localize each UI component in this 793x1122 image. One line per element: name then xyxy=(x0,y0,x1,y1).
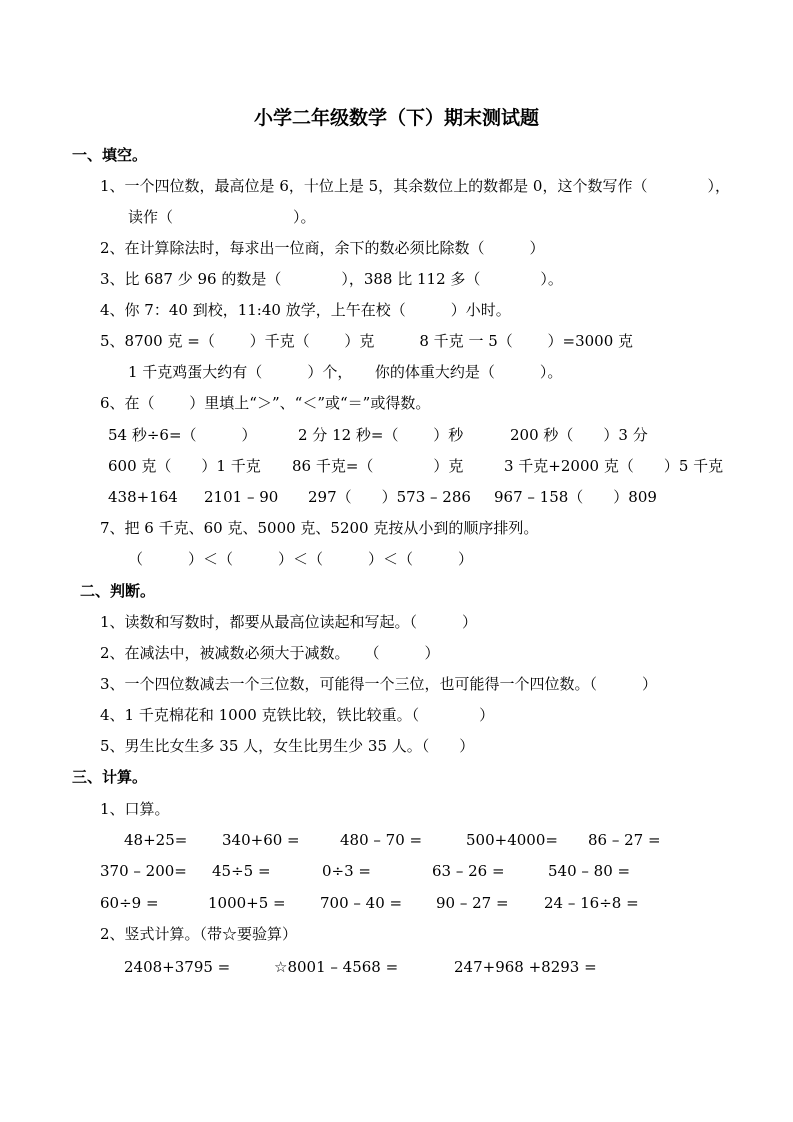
judge-item: 5、男生比女生多 35 人，女生比男生少 35 人。（ ） xyxy=(100,737,475,755)
oral-calc-item: 24 – 16÷8 = xyxy=(544,894,639,912)
vertical-calc-item: 247+968 +8293 = xyxy=(454,958,597,976)
judge-item: 1、读数和写数时，都要从最高位读起和写起。（ ） xyxy=(100,613,478,631)
q6-row3-item: 438+164 xyxy=(108,488,178,506)
calc-sub-vertical: 2、竖式计算。（带☆要验算） xyxy=(100,925,298,943)
question-6: 6、在（ ）里填上“＞”、“＜”或“＝”或得数。 xyxy=(100,394,431,412)
oral-calc-item: 1000+5 = xyxy=(208,894,286,912)
oral-calc-item: 480 – 70 = xyxy=(340,831,423,849)
oral-calc-item: 48+25= xyxy=(124,831,188,849)
oral-calc-item: 45÷5 = xyxy=(212,862,271,880)
question-4: 4、你 7：40 到校，11:40 放学，上午在校（ ）小时。 xyxy=(100,301,511,319)
question-7-blanks: （ ）＜（ ）＜（ ）＜（ ） xyxy=(128,550,474,568)
q6-row2-item: 3 千克+2000 克（ ）5 千克 xyxy=(504,457,724,475)
question-5a: 5、8700 克 =（ ）千克（ ）克 8 千克 一 5（ ）=3000 克 xyxy=(100,332,634,350)
page-title: 小学二年级数学（下）期末测试题 xyxy=(253,107,539,129)
oral-calc-item: 700 – 40 = xyxy=(320,894,403,912)
judge-item: 4、1 千克棉花和 1000 克铁比较，铁比较重。（ ） xyxy=(100,706,495,724)
judge-item: 2、在减法中，被减数必须大于减数。 （ ） xyxy=(100,644,440,662)
question-3: 3、比 687 少 96 的数是（ ），388 比 112 多（ ）。 xyxy=(100,270,563,288)
question-1b: 读作（ ）。 xyxy=(128,208,316,226)
oral-calc-item: 60÷9 = xyxy=(100,894,159,912)
q6-row2-item: 600 克（ ）1 千克 xyxy=(108,457,261,475)
oral-calc-item: 90 – 27 = xyxy=(436,894,509,912)
oral-calc-item: 500+4000= xyxy=(466,831,558,849)
oral-calc-item: 540 – 80 = xyxy=(548,862,631,880)
oral-calc-item: 63 – 26 = xyxy=(432,862,505,880)
oral-calc-item: 340+60 = xyxy=(222,831,300,849)
calc-sub-oral: 1、口算。 xyxy=(100,800,170,818)
vertical-calc-item: 2408+3795 = xyxy=(124,958,231,976)
section-heading-calc: 三、计算。 xyxy=(72,768,148,786)
section-heading-judge: 二、判断。 xyxy=(80,582,156,600)
judge-item: 3、一个四位数减去一个三位数，可能得一个三位，也可能得一个四位数。（ ） xyxy=(100,675,658,693)
question-1a: 1、一个四位数，最高位是 6，十位上是 5，其余数位上的数都是 0，这个数写作（ ）， xyxy=(100,177,730,195)
section-heading-fill: 一、填空。 xyxy=(72,146,148,164)
question-5b: 1 千克鸡蛋大约有（ ）个， 你的体重大约是（ ）。 xyxy=(128,363,563,381)
q6-row3-item: 2101 – 90 xyxy=(204,488,279,506)
oral-calc-item: 86 – 27 = xyxy=(588,831,661,849)
oral-calc-item: 370 – 200= xyxy=(100,862,187,880)
q6-row3-item: 967 – 158（ ）809 xyxy=(494,488,657,506)
q6-row2-item: 86 千克=（ ）克 xyxy=(292,457,464,475)
vertical-calc-item: ☆8001 – 4568 = xyxy=(274,958,399,976)
q6-row1-item: 54 秒÷6=（ ） xyxy=(108,426,257,444)
oral-calc-item: 0÷3 = xyxy=(322,862,371,880)
question-2: 2、在计算除法时，每求出一位商，余下的数必须比除数（ ） xyxy=(100,239,545,257)
q6-row1-item: 200 秒（ ）3 分 xyxy=(510,426,648,444)
q6-row1-item: 2 分 12 秒=（ ）秒 xyxy=(298,426,464,444)
q6-row3-item: 297（ ）573 – 286 xyxy=(308,488,471,506)
question-7: 7、把 6 千克、60 克、5000 克、5200 克按从小到的顺序排列。 xyxy=(100,519,539,537)
